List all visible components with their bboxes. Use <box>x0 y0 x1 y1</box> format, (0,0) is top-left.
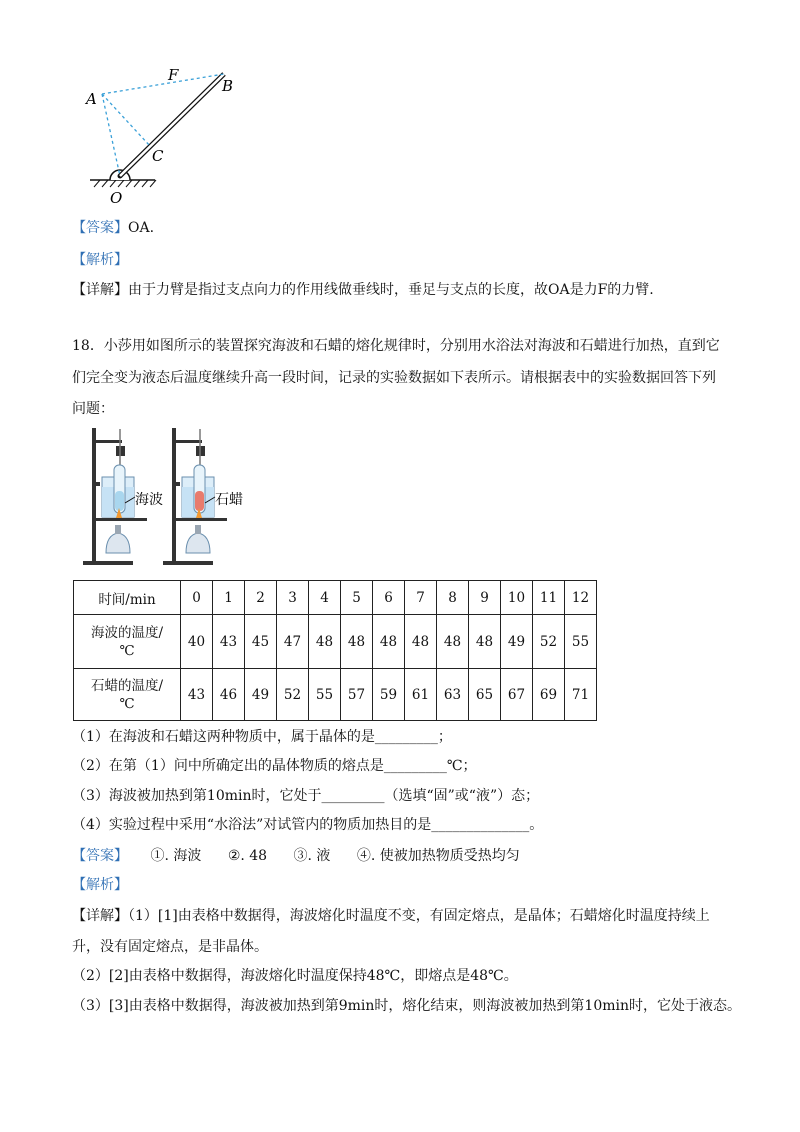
table-cell: 48 <box>373 615 405 669</box>
answer-text: OA. <box>128 220 155 236</box>
row-header-wax <box>74 669 181 721</box>
label-F: F <box>168 66 179 84</box>
detail-tag: 【详解】 <box>72 282 128 298</box>
q18-detail1b: 升，没有固定熔点，是非晶体。 <box>72 939 268 955</box>
table-cell: 6 <box>373 581 405 615</box>
unit-celsius: ℃ <box>119 642 135 659</box>
table-cell: 48 <box>309 615 341 669</box>
answer-tag: 【答案】 <box>72 848 128 864</box>
label-B: B <box>222 77 234 95</box>
table-cell: 49 <box>245 669 277 721</box>
table-cell: 69 <box>533 669 565 721</box>
detail-tag: 【详解】 <box>72 908 128 924</box>
table-row <box>74 581 597 615</box>
table-cell: 55 <box>309 669 341 721</box>
q18-sub1: （1）在海波和石蜡这两种物质中，属于晶体的是_________； <box>72 729 452 745</box>
q18-stem-line2: 们完全变为液态后温度继续升高一段时间，记录的实验数据如下表所示。请根据表中的实验数据回答下列 <box>72 370 716 386</box>
answer-2: ②. 48 <box>227 848 268 864</box>
table-cell: 10 <box>501 581 533 615</box>
table-cell: 43 <box>181 669 213 721</box>
table-cell: 61 <box>405 669 437 721</box>
label-wax: 石蜡 <box>215 492 243 508</box>
table-cell: 48 <box>437 615 469 669</box>
detail-text: 由于力臂是指过支点向力的作用线做垂线时，垂足与支点的长度，故OA是力F的力臂. <box>128 282 654 298</box>
q18-detail3: （3）[3]由表格中数据得，海波被加热到第9min时，熔化结束，则海波被加热到第10min时，它处于液态。 <box>72 998 741 1014</box>
analysis-tag: 【解析】 <box>72 877 128 893</box>
answer-3: ③. 液 <box>293 848 331 864</box>
q18-sub2: （2）在第（1）问中所确定出的晶体物质的熔点是_________℃； <box>72 758 477 774</box>
label-C: C <box>152 147 164 165</box>
table-cell: 59 <box>373 669 405 721</box>
table-cell: 52 <box>277 669 309 721</box>
table-cell: 8 <box>437 581 469 615</box>
table-cell: 3 <box>277 581 309 615</box>
q18-sub3: （3）海波被加热到第10min时，它处于_________（选填“固”或“液”）态； <box>72 788 540 804</box>
q18-stem-line1: 18．小莎用如图所示的装置探究海波和石蜡的熔化规律时，分别用水浴法对海波和石蜡进行加热，直到它 <box>72 338 720 354</box>
table-cell: 12 <box>565 581 597 615</box>
analysis-tag: 【解析】 <box>72 252 128 268</box>
prev-answer-line <box>72 218 154 238</box>
row-header-hypo <box>74 615 181 669</box>
table-cell: 4 <box>309 581 341 615</box>
table-cell: 1 <box>213 581 245 615</box>
q18-sub4: （4）实验过程中采用“水浴法”对试管内的物质加热目的是______________。 <box>72 817 544 833</box>
answer-4: ④. 使被加热物质受热均匀 <box>356 848 520 864</box>
table-cell: 0 <box>181 581 213 615</box>
table-cell: 55 <box>565 615 597 669</box>
table-cell: 67 <box>501 669 533 721</box>
table-cell: 49 <box>501 615 533 669</box>
table-cell: 40 <box>181 615 213 669</box>
unit-celsius: ℃ <box>119 695 135 712</box>
table-cell: 57 <box>341 669 373 721</box>
q18-detail1a <box>72 906 710 926</box>
q18-stem-line3: 问题： <box>72 401 114 417</box>
table-cell: 47 <box>277 615 309 669</box>
table-cell: 48 <box>341 615 373 669</box>
label-hypo: 海波 <box>135 492 163 508</box>
table-cell: 48 <box>469 615 501 669</box>
label-A: A <box>86 90 97 108</box>
row-header-time: 时间/min <box>74 581 181 615</box>
table-cell: 11 <box>533 581 565 615</box>
table-row <box>74 669 597 721</box>
q18-detail2: （2）[2]由表格中数据得，海波熔化时温度保持48℃，即熔点是48℃。 <box>72 968 518 984</box>
detail1a-text: （1）[1]由表格中数据得，海波熔化时温度不变，有固定熔点，是晶体；石蜡熔化时温度持续上 <box>128 908 710 924</box>
table-cell: 7 <box>405 581 437 615</box>
table-cell: 5 <box>341 581 373 615</box>
table-cell: 2 <box>245 581 277 615</box>
table-row <box>74 615 597 669</box>
label-O: O <box>110 189 123 207</box>
table-cell: 52 <box>533 615 565 669</box>
answer-tag: 【答案】 <box>72 220 128 236</box>
lever-diagram <box>80 60 260 210</box>
table-cell: 45 <box>245 615 277 669</box>
table-cell: 48 <box>405 615 437 669</box>
prev-detail-line <box>72 280 654 300</box>
table-cell: 71 <box>565 669 597 721</box>
melting-apparatus-figure <box>80 425 260 570</box>
table-cell: 46 <box>213 669 245 721</box>
row-header-wax-text: 石蜡的温度/ <box>90 677 164 694</box>
answer-1: ①. 海波 <box>150 848 202 864</box>
q18-answer-line <box>72 846 520 866</box>
table-cell: 65 <box>469 669 501 721</box>
table-cell: 9 <box>469 581 501 615</box>
data-table <box>73 580 597 721</box>
row-header-hypo-text: 海波的温度/ <box>90 624 164 641</box>
table-cell: 43 <box>213 615 245 669</box>
table-cell: 63 <box>437 669 469 721</box>
